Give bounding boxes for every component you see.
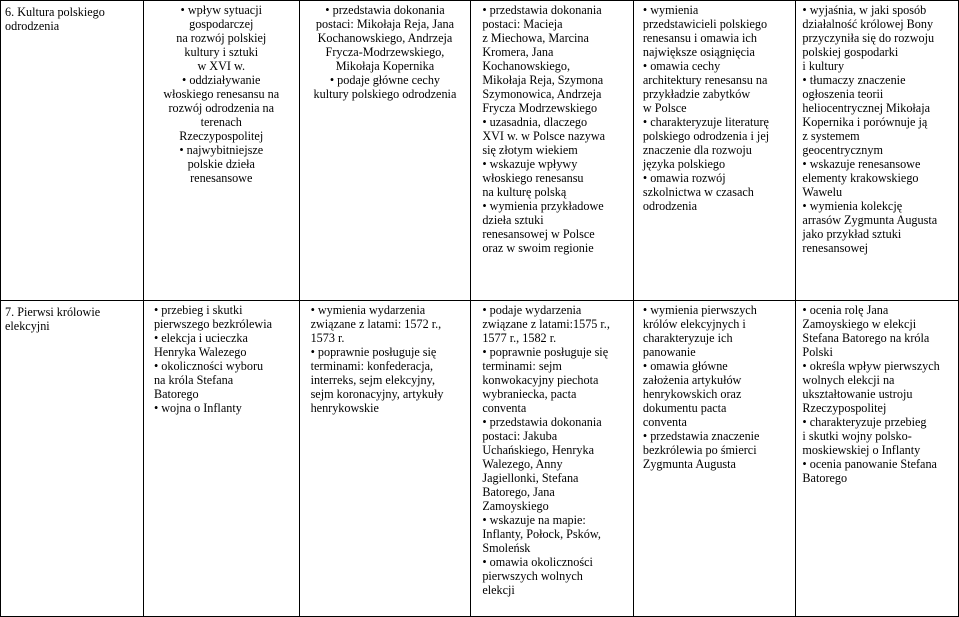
content-list (144, 1, 299, 185)
text-line: • charakteryzuje literaturę (642, 115, 769, 129)
text-line: interreks, sejm elekcyjny, (310, 373, 435, 387)
text-line: elementy krakowskiego (802, 171, 919, 185)
text-line: Zygmunta Augusta (642, 457, 736, 471)
topic-text (5, 303, 140, 333)
text-line: • przedstawia znaczenie (642, 429, 760, 443)
text-line: kultury i sztuki (184, 45, 259, 59)
text-line: • wskazuje na mapie: (482, 513, 586, 527)
text-line: Kromera, Jana (482, 45, 554, 59)
text-line: • poprawnie posługuje się (482, 345, 609, 359)
text-line: rozwój odrodzenia na (168, 101, 275, 115)
content-list (144, 301, 299, 415)
text-line: oraz w swoim regionie (482, 241, 594, 255)
requirements-complete-cell (633, 1, 796, 301)
text-line: • omawia rozwój (642, 171, 726, 185)
requirements-advanced-list (796, 1, 958, 255)
text-line: elekcyjni (5, 319, 50, 333)
text-line: bezkrólewia po śmierci (642, 443, 757, 457)
requirements-advanced-cell (796, 1, 959, 301)
text-line: elekcji (482, 583, 515, 597)
requirements-complete-cell (633, 301, 796, 617)
text-line: • podaje wydarzenia (482, 303, 582, 317)
requirements-extended-cell (471, 1, 634, 301)
text-line: geocentrycznym (802, 143, 883, 157)
text-line: w Polsce (642, 101, 687, 115)
text-line: • wyjaśnia, w jaki sposób (802, 3, 927, 17)
text-line: ukształtowanie ustroju (802, 387, 913, 401)
text-line: sejm koronacyjny, artykuły (310, 387, 444, 401)
text-line: ogłoszenia teorii (802, 87, 884, 101)
text-line: terenach (200, 115, 242, 129)
requirements-basic-list (300, 1, 471, 101)
text-line: Kochanowskiego, (482, 59, 570, 73)
requirements-complete-list (634, 301, 796, 471)
table-row (1, 1, 959, 301)
text-line: Kopernika i porównuje ją (802, 115, 928, 129)
text-line: Rzeczypospolitej (179, 129, 264, 143)
text-line: postaci: Macieja (482, 17, 563, 31)
text-line: Frycza Modrzewskiego (482, 101, 598, 115)
text-line: na kulturę polską (482, 185, 567, 199)
requirements-extended-list (471, 301, 633, 597)
text-line: • określa wpływ pierwszych (802, 359, 940, 373)
text-line: dokumentu pacta (642, 401, 727, 415)
requirements-basic-cell (299, 1, 471, 301)
text-line: Batorego (153, 387, 199, 401)
text-line: • przebieg i skutki (153, 303, 243, 317)
text-line: Zamoyskiego (482, 499, 549, 513)
text-line: Mikołaja Kopernika (335, 59, 435, 73)
requirements-advanced-list (796, 301, 958, 485)
text-line: terminami: konfederacja, (310, 359, 434, 373)
text-line: panowanie (642, 345, 696, 359)
text-line: w XVI w. (197, 59, 246, 73)
text-line: • wskazuje wpływy (482, 157, 578, 171)
text-line: • najwybitniejsze (179, 143, 264, 157)
text-line: terminami: sejm (482, 359, 562, 373)
text-line: • wymienia przykładowe (482, 199, 604, 213)
text-line: • omawia okoliczności (482, 555, 593, 569)
text-line: konwokacyjny piechota (482, 373, 599, 387)
text-line: • ocenia panowanie Stefana (802, 457, 937, 471)
text-line: • omawia główne (642, 359, 728, 373)
text-line: i kultury (802, 59, 845, 73)
text-line: Batorego (802, 471, 848, 485)
content-cell (143, 1, 299, 301)
text-line: conventa (642, 415, 687, 429)
text-line: szkolnictwa w czasach (642, 185, 754, 199)
text-line: • uzasadnia, dlaczego (482, 115, 588, 129)
text-line: Walezego, Anny (482, 457, 563, 471)
text-line: z systemem (802, 129, 860, 143)
text-line: • przedstawia dokonania (482, 415, 602, 429)
text-line: Jagiellonki, Stefana (482, 471, 579, 485)
text-line: Inflanty, Połock, Psków, (482, 527, 601, 541)
text-line: Wawelu (802, 185, 843, 199)
text-line: odrodzenia (5, 19, 60, 33)
text-line: henrykowskie (310, 401, 379, 415)
content-cell (143, 301, 299, 617)
text-line: renesansowe (190, 171, 253, 185)
text-line: Uchańskiego, Henryka (482, 443, 595, 457)
text-line: włoskiego renesansu na (163, 87, 280, 101)
text-line: Rzeczypospolitej (802, 401, 887, 415)
text-line: założenia artykułów (642, 373, 742, 387)
text-line: 6. Kultura polskiego (5, 5, 105, 19)
text-line: przyczyniła się do rozwoju (802, 31, 935, 45)
text-line: na króla Stefana (153, 373, 234, 387)
text-line: znaczenie dla rozwoju (642, 143, 752, 157)
text-line: polskiej gospodarki (802, 45, 899, 59)
text-line: jako przykład sztuki (802, 227, 902, 241)
text-line: postaci: Mikołaja Reja, Jana (315, 17, 454, 31)
text-line: • elekcja i ucieczka (153, 331, 248, 345)
requirements-complete-list (634, 1, 796, 213)
table-row (1, 301, 959, 617)
text-line: • wymienia wydarzenia (310, 303, 426, 317)
text-line: • wpływ sytuacji (180, 3, 262, 17)
text-line: Szymonowica, Andrzeja (482, 87, 602, 101)
text-line: odrodzenia (642, 199, 698, 213)
text-line: conventa (482, 401, 527, 415)
topic-text (5, 3, 140, 33)
text-line: pierwszego bezkrólewia (153, 317, 273, 331)
text-line: • okoliczności wyboru (153, 359, 264, 373)
text-line: włoskiego renesansu (482, 171, 584, 185)
text-line: • oddziaływanie (182, 73, 261, 87)
text-line: związane z latami:1575 r., (482, 317, 610, 331)
text-line: Stefana Batorego na króla (802, 331, 930, 345)
text-line: Frycza-Modrzewskiego, (325, 45, 445, 59)
text-line: • ocenia rolę Jana (802, 303, 889, 317)
text-line: • przedstawia dokonania (325, 3, 445, 17)
text-line: działalność królowej Bony (802, 17, 934, 31)
text-line: wolnych elekcji na (802, 373, 895, 387)
text-line: Batorego, Jana (482, 485, 555, 499)
text-line: moskiewskiej o Inflanty (802, 443, 921, 457)
text-line: Smoleńsk (482, 541, 531, 555)
text-line: • wskazuje renesansowe (802, 157, 921, 171)
text-line: • omawia cechy (642, 59, 721, 73)
text-line: pierwszych wolnych (482, 569, 583, 583)
text-line: XVI w. w Polsce nazywa (482, 129, 606, 143)
topic-cell (1, 1, 144, 301)
text-line: • przedstawia dokonania (482, 3, 602, 17)
requirements-extended-cell (471, 301, 634, 617)
text-line: Mikołaja Reja, Szymona (482, 73, 604, 87)
text-line: Kochanowskiego, Andrzeja (317, 31, 453, 45)
text-line: kultury polskiego odrodzenia (313, 87, 457, 101)
text-line: dzieła sztuki (482, 213, 544, 227)
text-line: postaci: Jakuba (482, 429, 558, 443)
text-line: królów elekcyjnych i (642, 317, 746, 331)
text-line: • podaje główne cechy (329, 73, 441, 87)
text-line: charakteryzuje ich (642, 331, 733, 345)
text-line: • charakteryzuje przebieg (802, 415, 927, 429)
text-line: polskie dzieła (187, 157, 255, 171)
text-line: renesansu i omawia ich (642, 31, 757, 45)
text-line: • wymienia pierwszych (642, 303, 757, 317)
requirements-extended-list (471, 1, 633, 255)
text-line: gospodarczej (189, 17, 254, 31)
text-line: • wymienia (642, 3, 699, 17)
text-line: • poprawnie posługuje się (310, 345, 437, 359)
text-line: Polski (802, 345, 833, 359)
text-line: renesansowej w Polsce (482, 227, 595, 241)
text-line: i skutki wojny polsko- (802, 429, 912, 443)
text-line: się złotym wiekiem (482, 143, 578, 157)
requirements-basic-list (300, 301, 471, 415)
text-line: architektury renesansu na (642, 73, 768, 87)
text-line: przedstawicieli polskiego (642, 17, 768, 31)
text-line: języka polskiego (642, 157, 726, 171)
text-line: • wymienia kolekcję (802, 199, 903, 213)
text-line: 7. Pierwsi królowie (5, 305, 101, 319)
text-line: • tłumaczy znaczenie (802, 73, 906, 87)
text-line: największe osiągnięcia (642, 45, 755, 59)
text-line: wybraniecka, pacta (482, 387, 577, 401)
text-line: Zamoyskiego w elekcji (802, 317, 917, 331)
text-line: związane z latami: 1572 r., (310, 317, 442, 331)
text-line: heliocentrycznej Mikołaja (802, 101, 930, 115)
text-line: renesansowej (802, 241, 869, 255)
text-line: 1577 r., 1582 r. (482, 331, 557, 345)
requirements-basic-cell (299, 301, 471, 617)
text-line: henrykowskich oraz (642, 387, 742, 401)
text-line: na rozwój polskiej (176, 31, 267, 45)
text-line: z Miechowa, Marcina (482, 31, 589, 45)
text-line: polskiego odrodzenia i jej (642, 129, 770, 143)
text-line: przykładzie zabytków (642, 87, 751, 101)
text-line: arrasów Zygmunta Augusta (802, 213, 938, 227)
topic-cell (1, 301, 144, 617)
text-line: 1573 r. (310, 331, 345, 345)
text-line: Henryka Walezego (153, 345, 247, 359)
requirements-advanced-cell (796, 301, 959, 617)
text-line: • wojna o Inflanty (153, 401, 242, 415)
